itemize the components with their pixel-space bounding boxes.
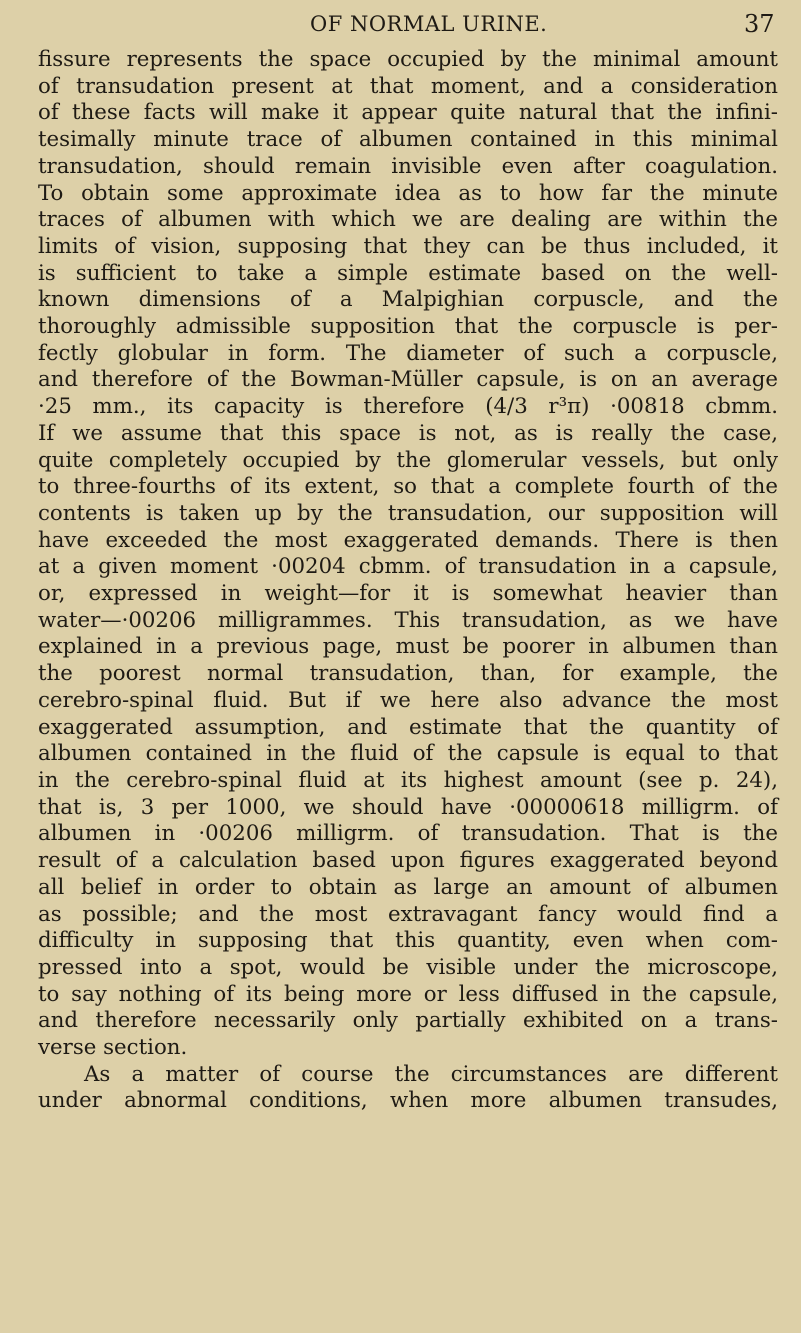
text-line: As a matter of course the circumstances are different	[84, 1061, 778, 1087]
text-line: and therefore of the Bowman-Müller capsule, is on an average	[38, 367, 778, 393]
text-line: fissure represents the space occupied by the minimal amount	[38, 47, 778, 72]
text-line: at a given moment ·00204 cbmm. of transudation in a capsule,	[38, 554, 778, 580]
text-line: quite completely occupied by the glomerular vessels, but only	[38, 447, 778, 473]
text-line: and therefore necessarily only partially exhibited on a trans-	[38, 1008, 778, 1034]
text-line: thoroughly admissible supposition that the corpuscle is per-	[38, 314, 778, 340]
text-line: pressed into a spot, would be visible under the microscope,	[38, 954, 778, 980]
body-text	[38, 47, 778, 1115]
text-line: exaggerated assumption, and estimate that the quantity of	[38, 714, 778, 740]
text-line: have exceeded the most exaggerated demands. There is then	[38, 527, 778, 553]
text-line: difficulty in supposing that this quantity, even when com-	[38, 928, 778, 954]
text-line: albumen in ·00206 milligrm. of transudation. That is the	[38, 821, 778, 847]
text-line: that is, 3 per 1000, we should have ·00000618 milligrm. of	[38, 794, 778, 820]
text-line: to three-fourths of its extent, so that a complete fourth of the	[38, 474, 778, 500]
text-line: of transudation present at that moment, and a consideration	[38, 73, 778, 99]
running-head: OF NORMAL URINE.	[310, 12, 548, 36]
text-line: explained in a previous page, must be poorer in albumen than	[38, 634, 778, 660]
text-line: water—·00206 milligrammes. This transudation, as we have	[38, 607, 778, 633]
text-line: To obtain some approximate idea as to how far the minute	[38, 180, 778, 206]
text-line: contents is taken up by the transudation, our supposition will	[38, 500, 778, 526]
text-line: transudation, should remain invisible even after coagulation.	[38, 153, 778, 179]
page-header	[0, 6, 801, 46]
text-line: of these facts will make it appear quite natural that the infini-	[38, 100, 778, 126]
text-line: tesimally minute trace of albumen contained in this minimal	[38, 127, 778, 153]
page-number: 37	[744, 10, 775, 38]
text-line: limits of vision, supposing that they can be thus included, it	[38, 233, 778, 259]
text-line: known dimensions of a Malpighian corpuscle, and the	[38, 287, 778, 313]
text-line: verse section.	[38, 1035, 188, 1061]
text-line: is sufficient to take a simple estimate based on the well-	[38, 260, 778, 286]
text-line: or, expressed in weight—for it is somewhat heavier than	[38, 581, 778, 607]
text-line: all belief in order to obtain as large an amount of albumen	[38, 874, 778, 900]
text-line: in the cerebro-spinal fluid at its highest amount (see p. 24),	[38, 767, 778, 793]
text-line: albumen contained in the fluid of the capsule is equal to that	[38, 741, 778, 767]
text-line: traces of albumen with which we are dealing are within the	[38, 207, 778, 233]
text-line: to say nothing of its being more or less diffused in the capsule,	[38, 981, 778, 1007]
text-line: If we assume that this space is not, as is really the case,	[38, 420, 778, 446]
text-line: ·25 mm., its capacity is therefore (4/3 r³π) ·00818 cbmm.	[38, 394, 778, 420]
text-line: the poorest normal transudation, than, for example, the	[38, 661, 778, 687]
text-line: as possible; and the most extravagant fancy would find a	[38, 901, 778, 927]
text-line: under abnormal conditions, when more albumen transudes,	[38, 1088, 778, 1114]
text-line: cerebro-spinal fluid. But if we here also advance the most	[38, 687, 778, 713]
text-line: fectly globular in form. The diameter of such a corpuscle,	[38, 340, 778, 366]
text-line: result of a calculation based upon figures exaggerated beyond	[38, 848, 778, 874]
